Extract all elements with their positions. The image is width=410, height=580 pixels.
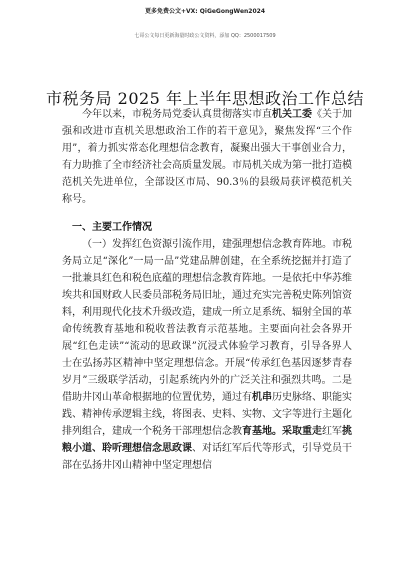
para1-text-d: 育基地。采取重走 [242, 426, 322, 437]
para1-text-g: 、对话红军后代等形式，引导党员干部在弘扬井冈山精神中坚定理想信 [62, 443, 352, 471]
para1-text-c: 历史脉络、职能实践、精神传承逻辑主线，将图表、史料、实物、文字等进行主题化排列组合，建成一个税务干部理想信念教 [62, 392, 352, 437]
source-subtitle: 七哥公文每日更新海量时政公文资料，添加 QQ：2500017509 [134, 33, 276, 39]
para1-text-f: 挑粮小道、聆听理想信念思政课 [62, 426, 352, 454]
document-title: 市税务局 2025 年上半年思想政治工作总结 [46, 89, 364, 108]
intro-text-a: 今年以来，市税务局党委认真贯彻落实市直 [82, 109, 272, 120]
para1-text-b: 机串 [252, 392, 272, 403]
section-heading: 一、主要工作情况 [72, 222, 152, 233]
body-paragraph-1 [62, 236, 352, 474]
para1-text-e: 红军 [322, 426, 342, 437]
intro-text-bold: 机关工委 [272, 109, 312, 120]
intro-text-c: 《关于加强和改进市直机关思想政治工作的若干意见》，聚焦发挥“三个作用”，着力抓实常态化理想信念教育，凝聚出强大干事创业合力，有力助推了全市经济社会高质量发展。市局机关成为第一批打造模范机关先进单位，全部设区市局、90.3％的县级局获评模范机关称号。 [62, 109, 352, 205]
promo-header: 更多免费公文+VX: QiGeGongWen2024 [145, 8, 265, 15]
intro-paragraph [62, 106, 352, 208]
para1-text-a: （一）发挥红色资源引流作用，建强理想信念教育阵地。市税务局立足“深化”一局一品”党建品牌创建，在全系统挖掘并打造了一批兼具红色和税色底蕴的理想信念教育阵地。一是依托中华苏维埃共和国财政人民委员部税务局旧址，通过充实完善税史陈列馆资料，利用现代化技术升级改造，建成一所立足系统、辐射全国的革命传统教育基地和税收普法教育示范基地。主要面向社会各界开展“红色走读”“流动的思政课”沉浸式体验学习教育，引导各界人士在弘扬苏区精神中坚定理想信念。开展“传承红色基因逐梦青春岁月”三级联学活动，引起系统内外的广泛关注和强烈共鸣。二是借助井冈山革命根据地的位置优势，通过有 [62, 239, 352, 403]
